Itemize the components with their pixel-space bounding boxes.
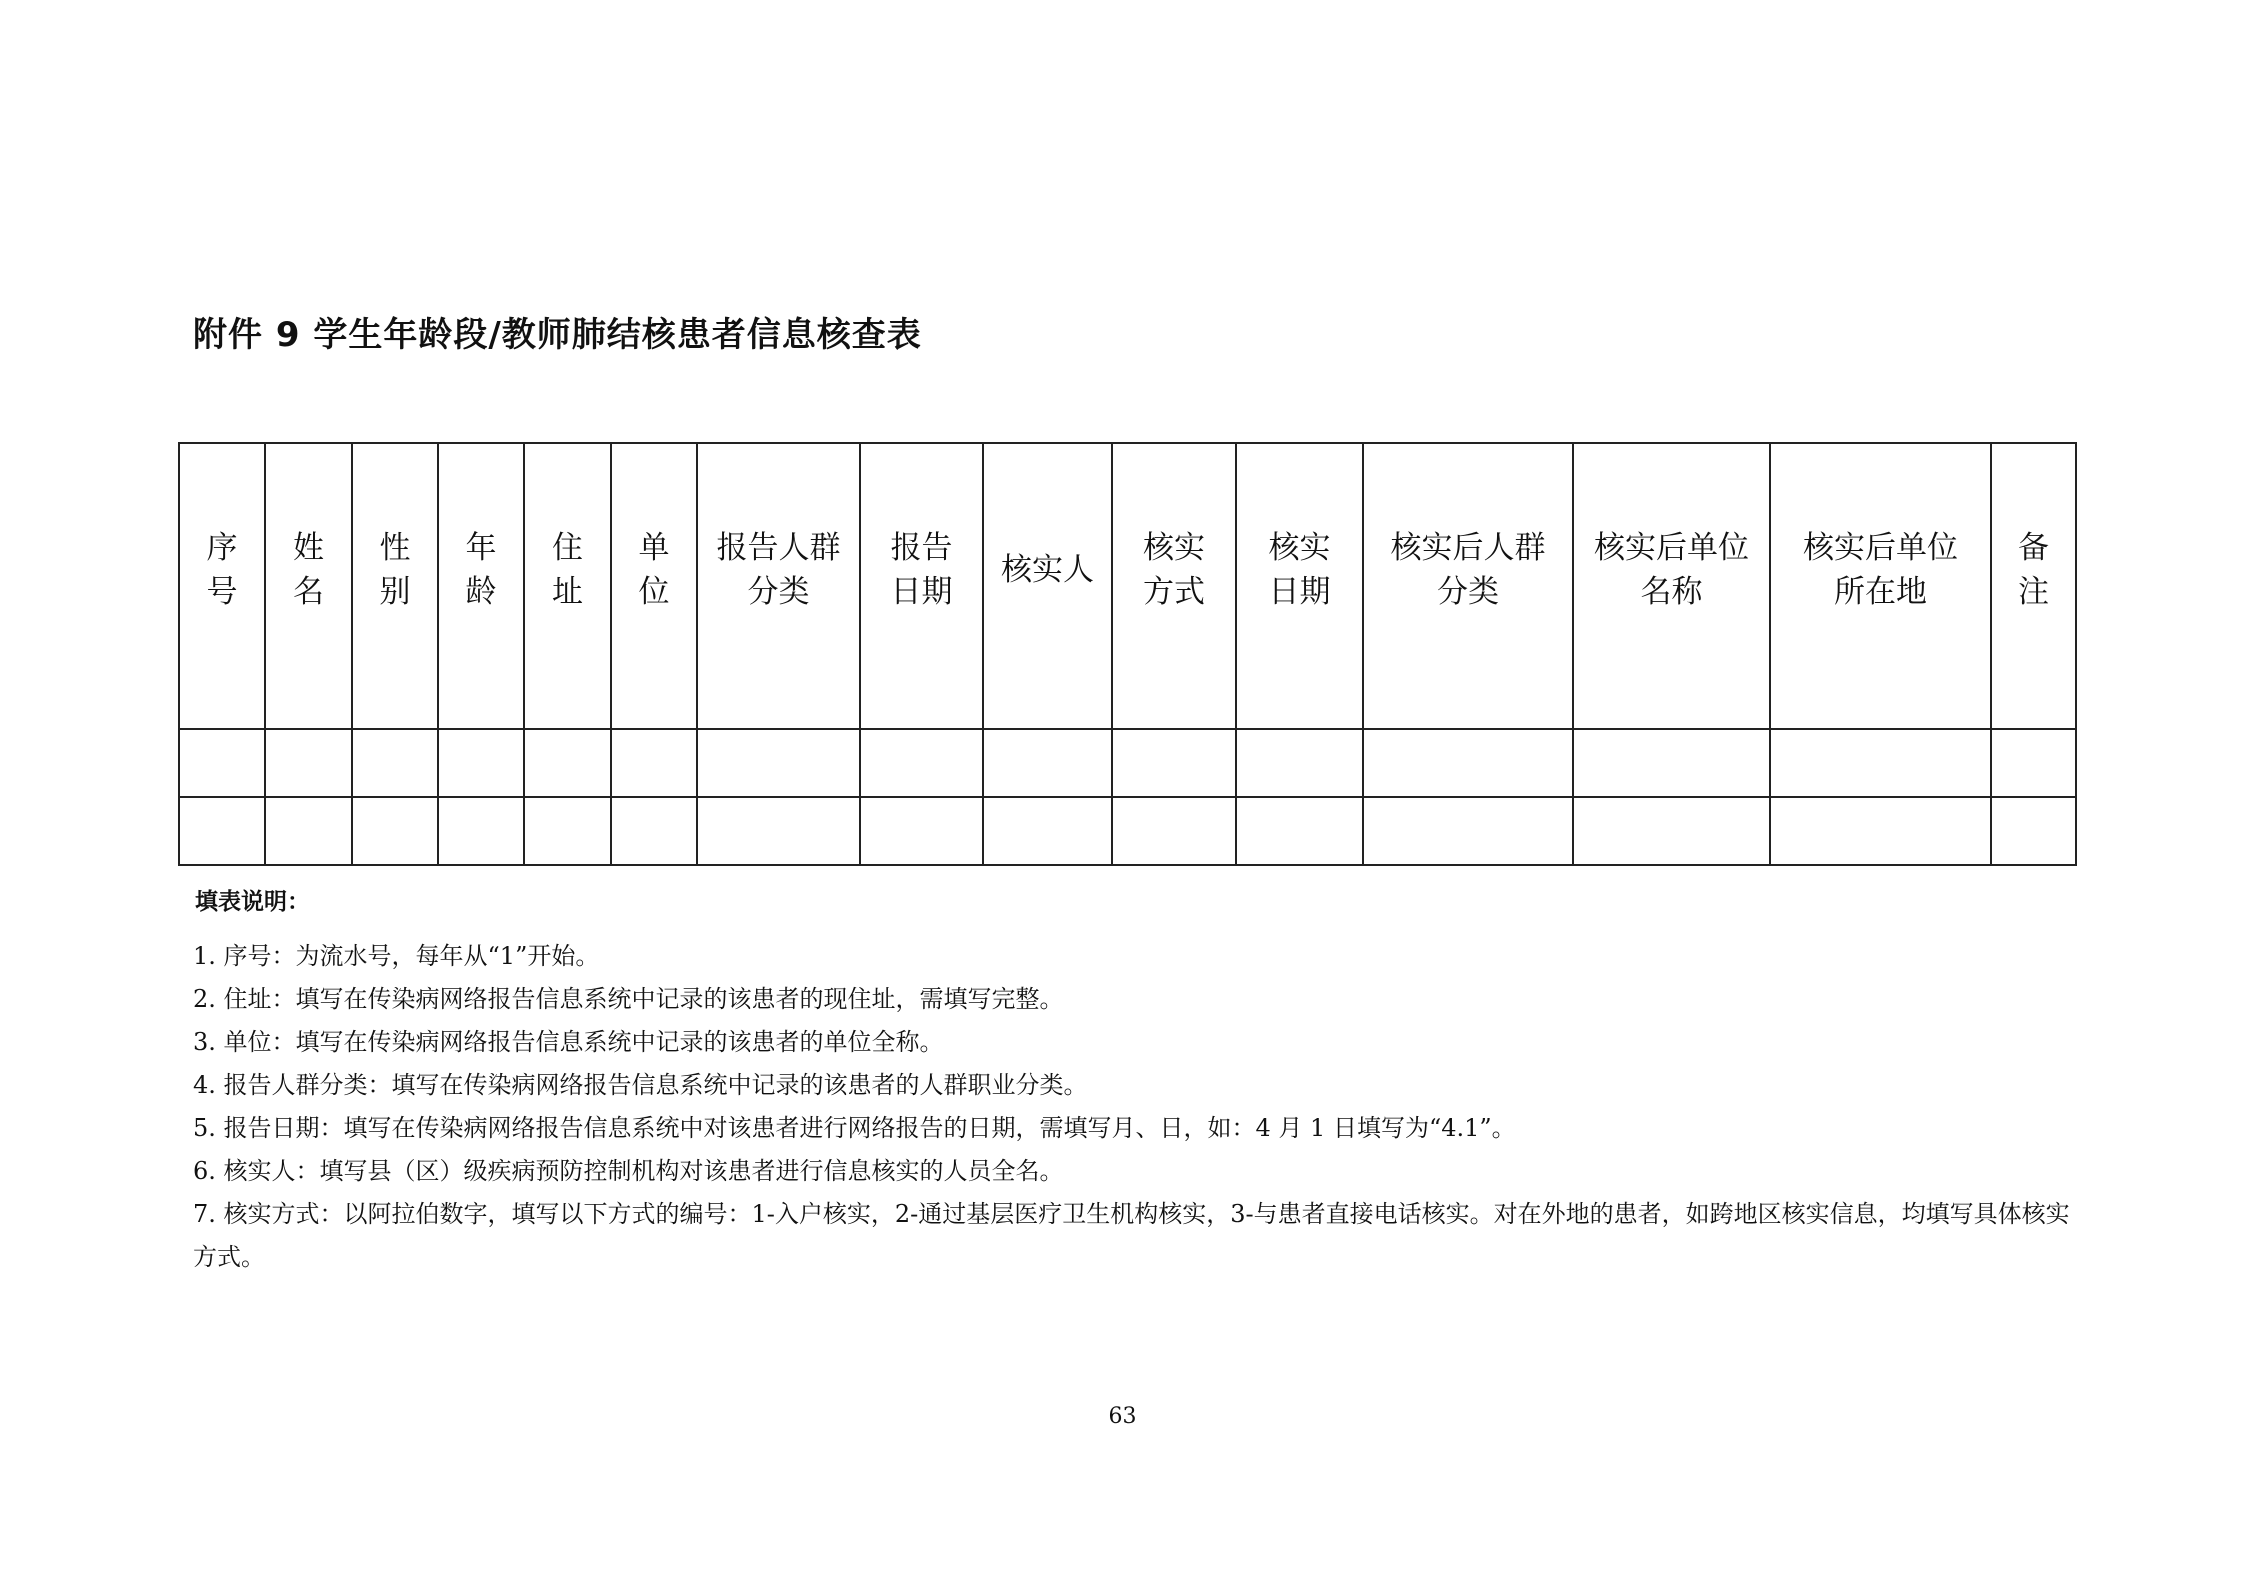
instructions-heading: 填表说明：: [195, 889, 310, 915]
instruction-item: 5. 报告日期：填写在传染病网络报告信息系统中对该患者进行网络报告的日期，需填写月、日，如：4 月 1 日填写为“4.1”。: [193, 1114, 1516, 1142]
header-verified-population-category: 核实后人群 分类: [1363, 443, 1573, 729]
instruction-item: 3. 单位：填写在传染病网络报告信息系统中记录的该患者的单位全称。: [193, 1028, 944, 1056]
table-cell[interactable]: [265, 797, 352, 865]
table-header-row: [179, 443, 2076, 729]
header-verification-method: 核实 方式: [1112, 443, 1236, 729]
table-cell[interactable]: [524, 729, 611, 797]
header-report-date: 报告 日期: [860, 443, 983, 729]
table-cell[interactable]: [352, 797, 438, 865]
table-cell[interactable]: [179, 797, 265, 865]
table-cell[interactable]: [1991, 729, 2076, 797]
table-cell[interactable]: [265, 729, 352, 797]
table-cell[interactable]: [1112, 797, 1236, 865]
table-row: [179, 797, 2076, 865]
table-cell[interactable]: [1236, 797, 1363, 865]
table-cell[interactable]: [983, 797, 1112, 865]
header-unit: 单 位: [611, 443, 697, 729]
table-cell[interactable]: [697, 797, 860, 865]
instruction-item: 4. 报告人群分类：填写在传染病网络报告信息系统中记录的该患者的人群职业分类。: [193, 1071, 1088, 1099]
table-cell[interactable]: [611, 729, 697, 797]
header-verification-date: 核实 日期: [1236, 443, 1363, 729]
table-cell[interactable]: [611, 797, 697, 865]
header-verified-unit-location: 核实后单位 所在地: [1770, 443, 1991, 729]
table-cell[interactable]: [524, 797, 611, 865]
table-cell[interactable]: [1236, 729, 1363, 797]
header-age: 年 龄: [438, 443, 524, 729]
table-cell[interactable]: [860, 797, 983, 865]
instruction-item: 6. 核实人：填写县（区）级疾病预防控制机构对该患者进行信息核实的人员全名。: [193, 1157, 1064, 1185]
table-cell[interactable]: [438, 729, 524, 797]
table-cell[interactable]: [983, 729, 1112, 797]
table-cell[interactable]: [860, 729, 983, 797]
table-cell[interactable]: [1991, 797, 2076, 865]
header-serial-number: 序 号: [179, 443, 265, 729]
table-cell[interactable]: [438, 797, 524, 865]
table-cell[interactable]: [1573, 797, 1770, 865]
table-cell[interactable]: [352, 729, 438, 797]
table-cell[interactable]: [1770, 797, 1991, 865]
header-verified-unit-name: 核实后单位 名称: [1573, 443, 1770, 729]
table-cell[interactable]: [1363, 729, 1573, 797]
instruction-item: 7. 核实方式：以阿拉伯数字，填写以下方式的编号：1-入户核实，2-通过基层医疗卫生机构核实，3-与患者直接电话核实。对在外地的患者，如跨地区核实信息，均填写具体核实方式。: [193, 1200, 2070, 1271]
verification-form-table: [178, 442, 2077, 866]
instructions-list: [193, 935, 2075, 1279]
table-cell[interactable]: [1573, 729, 1770, 797]
page-number: 63: [1108, 1404, 1137, 1429]
header-address: 住 址: [524, 443, 611, 729]
header-reported-population-category: 报告人群 分类: [697, 443, 860, 729]
table-cell[interactable]: [697, 729, 860, 797]
table-cell[interactable]: [1363, 797, 1573, 865]
header-remarks: 备 注: [1991, 443, 2076, 729]
header-name: 姓 名: [265, 443, 352, 729]
header-verifier: 核实人: [983, 443, 1112, 729]
instruction-item: 1. 序号：为流水号，每年从“1”开始。: [193, 942, 600, 970]
table-cell[interactable]: [179, 729, 265, 797]
table-cell[interactable]: [1770, 729, 1991, 797]
table-row: [179, 729, 2076, 797]
table-cell[interactable]: [1112, 729, 1236, 797]
header-gender: 性 别: [352, 443, 438, 729]
document-title: 附件 9 学生年龄段/教师肺结核患者信息核查表: [193, 315, 922, 355]
instruction-item: 2. 住址：填写在传染病网络报告信息系统中记录的该患者的现住址，需填写完整。: [193, 985, 1064, 1013]
